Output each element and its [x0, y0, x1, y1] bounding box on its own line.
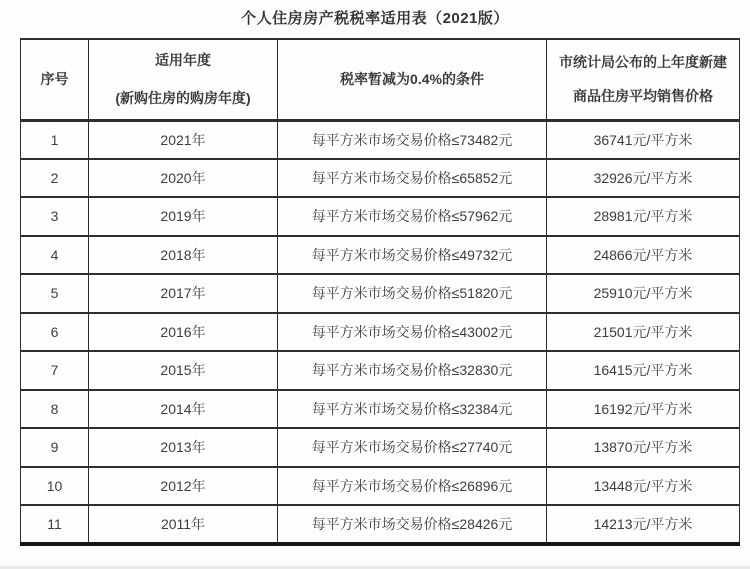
cell-condition: 每平方米市场交易价格≤32384元: [278, 390, 547, 429]
cell-year: 2017年: [89, 274, 278, 313]
cell-year: 2018年: [89, 236, 278, 275]
column-header-price: [547, 39, 740, 120]
cell-price: 14213元/平方米: [547, 505, 740, 544]
column-header-price-line2: 商品住房平均销售价格: [573, 88, 713, 105]
table-row: [21, 274, 740, 313]
cell-price: 25910元/平方米: [547, 274, 740, 313]
table-row: [21, 236, 740, 275]
cell-condition: 每平方米市场交易价格≤49732元: [278, 236, 547, 275]
column-header-condition: [278, 39, 547, 120]
table-row: [21, 390, 740, 429]
table-row: [21, 120, 740, 159]
cell-year: 2014年: [89, 390, 278, 429]
table-row: [21, 197, 740, 236]
table-row: [21, 505, 740, 544]
cell-year: 2020年: [89, 159, 278, 198]
cell-condition: 每平方米市场交易价格≤43002元: [278, 313, 547, 352]
cell-price: 28981元/平方米: [547, 197, 740, 236]
column-header-year-line2: (新购住房的购房年度): [115, 90, 251, 107]
cell-condition: 每平方米市场交易价格≤51820元: [278, 274, 547, 313]
cell-price: 13448元/平方米: [547, 467, 740, 506]
cell-index: 4: [21, 236, 89, 275]
column-header-condition-label: 税率暂减为0.4%的条件: [340, 71, 484, 88]
column-header-year-line1: 适用年度: [155, 52, 211, 69]
cell-price: 16192元/平方米: [547, 390, 740, 429]
cell-price: 13870元/平方米: [547, 428, 740, 467]
table-row: [21, 467, 740, 506]
cell-index: 8: [21, 390, 89, 429]
cell-year: 2019年: [89, 197, 278, 236]
cell-index: 11: [21, 505, 89, 544]
cell-index: 3: [21, 197, 89, 236]
table-header-row: [21, 39, 740, 120]
cell-index: 9: [21, 428, 89, 467]
cell-index: 6: [21, 313, 89, 352]
cell-condition: 每平方米市场交易价格≤65852元: [278, 159, 547, 198]
cell-index: 2: [21, 159, 89, 198]
cell-year: 2016年: [89, 313, 278, 352]
cell-condition: 每平方米市场交易价格≤26896元: [278, 467, 547, 506]
cell-price: 32926元/平方米: [547, 159, 740, 198]
cell-condition: 每平方米市场交易价格≤73482元: [278, 120, 547, 159]
table-row: [21, 159, 740, 198]
cell-condition: 每平方米市场交易价格≤57962元: [278, 197, 547, 236]
table-row: [21, 351, 740, 390]
cell-index: 1: [21, 120, 89, 159]
cell-price: 36741元/平方米: [547, 120, 740, 159]
cell-price: 21501元/平方米: [547, 313, 740, 352]
cell-condition: 每平方米市场交易价格≤28426元: [278, 505, 547, 544]
table-row: [21, 313, 740, 352]
cell-index: 10: [21, 467, 89, 506]
cell-price: 16415元/平方米: [547, 351, 740, 390]
cell-condition: 每平方米市场交易价格≤27740元: [278, 428, 547, 467]
cell-index: 7: [21, 351, 89, 390]
cell-index: 5: [21, 274, 89, 313]
cell-year: 2015年: [89, 351, 278, 390]
table-row: [21, 428, 740, 467]
cell-year: 2012年: [89, 467, 278, 506]
cell-year: 2013年: [89, 428, 278, 467]
tax-rate-table: [20, 38, 740, 546]
cell-condition: 每平方米市场交易价格≤32830元: [278, 351, 547, 390]
page-title: 个人住房房产税税率适用表（2021版）: [241, 10, 509, 27]
column-header-index-label: 序号: [40, 71, 69, 88]
column-header-index: [21, 39, 89, 120]
cell-year: 2011年: [89, 505, 278, 544]
cell-year: 2021年: [89, 120, 278, 159]
cell-price: 24866元/平方米: [547, 236, 740, 275]
column-header-year: [89, 39, 278, 120]
column-header-price-line1: 市统计局公布的上年度新建: [559, 54, 727, 71]
